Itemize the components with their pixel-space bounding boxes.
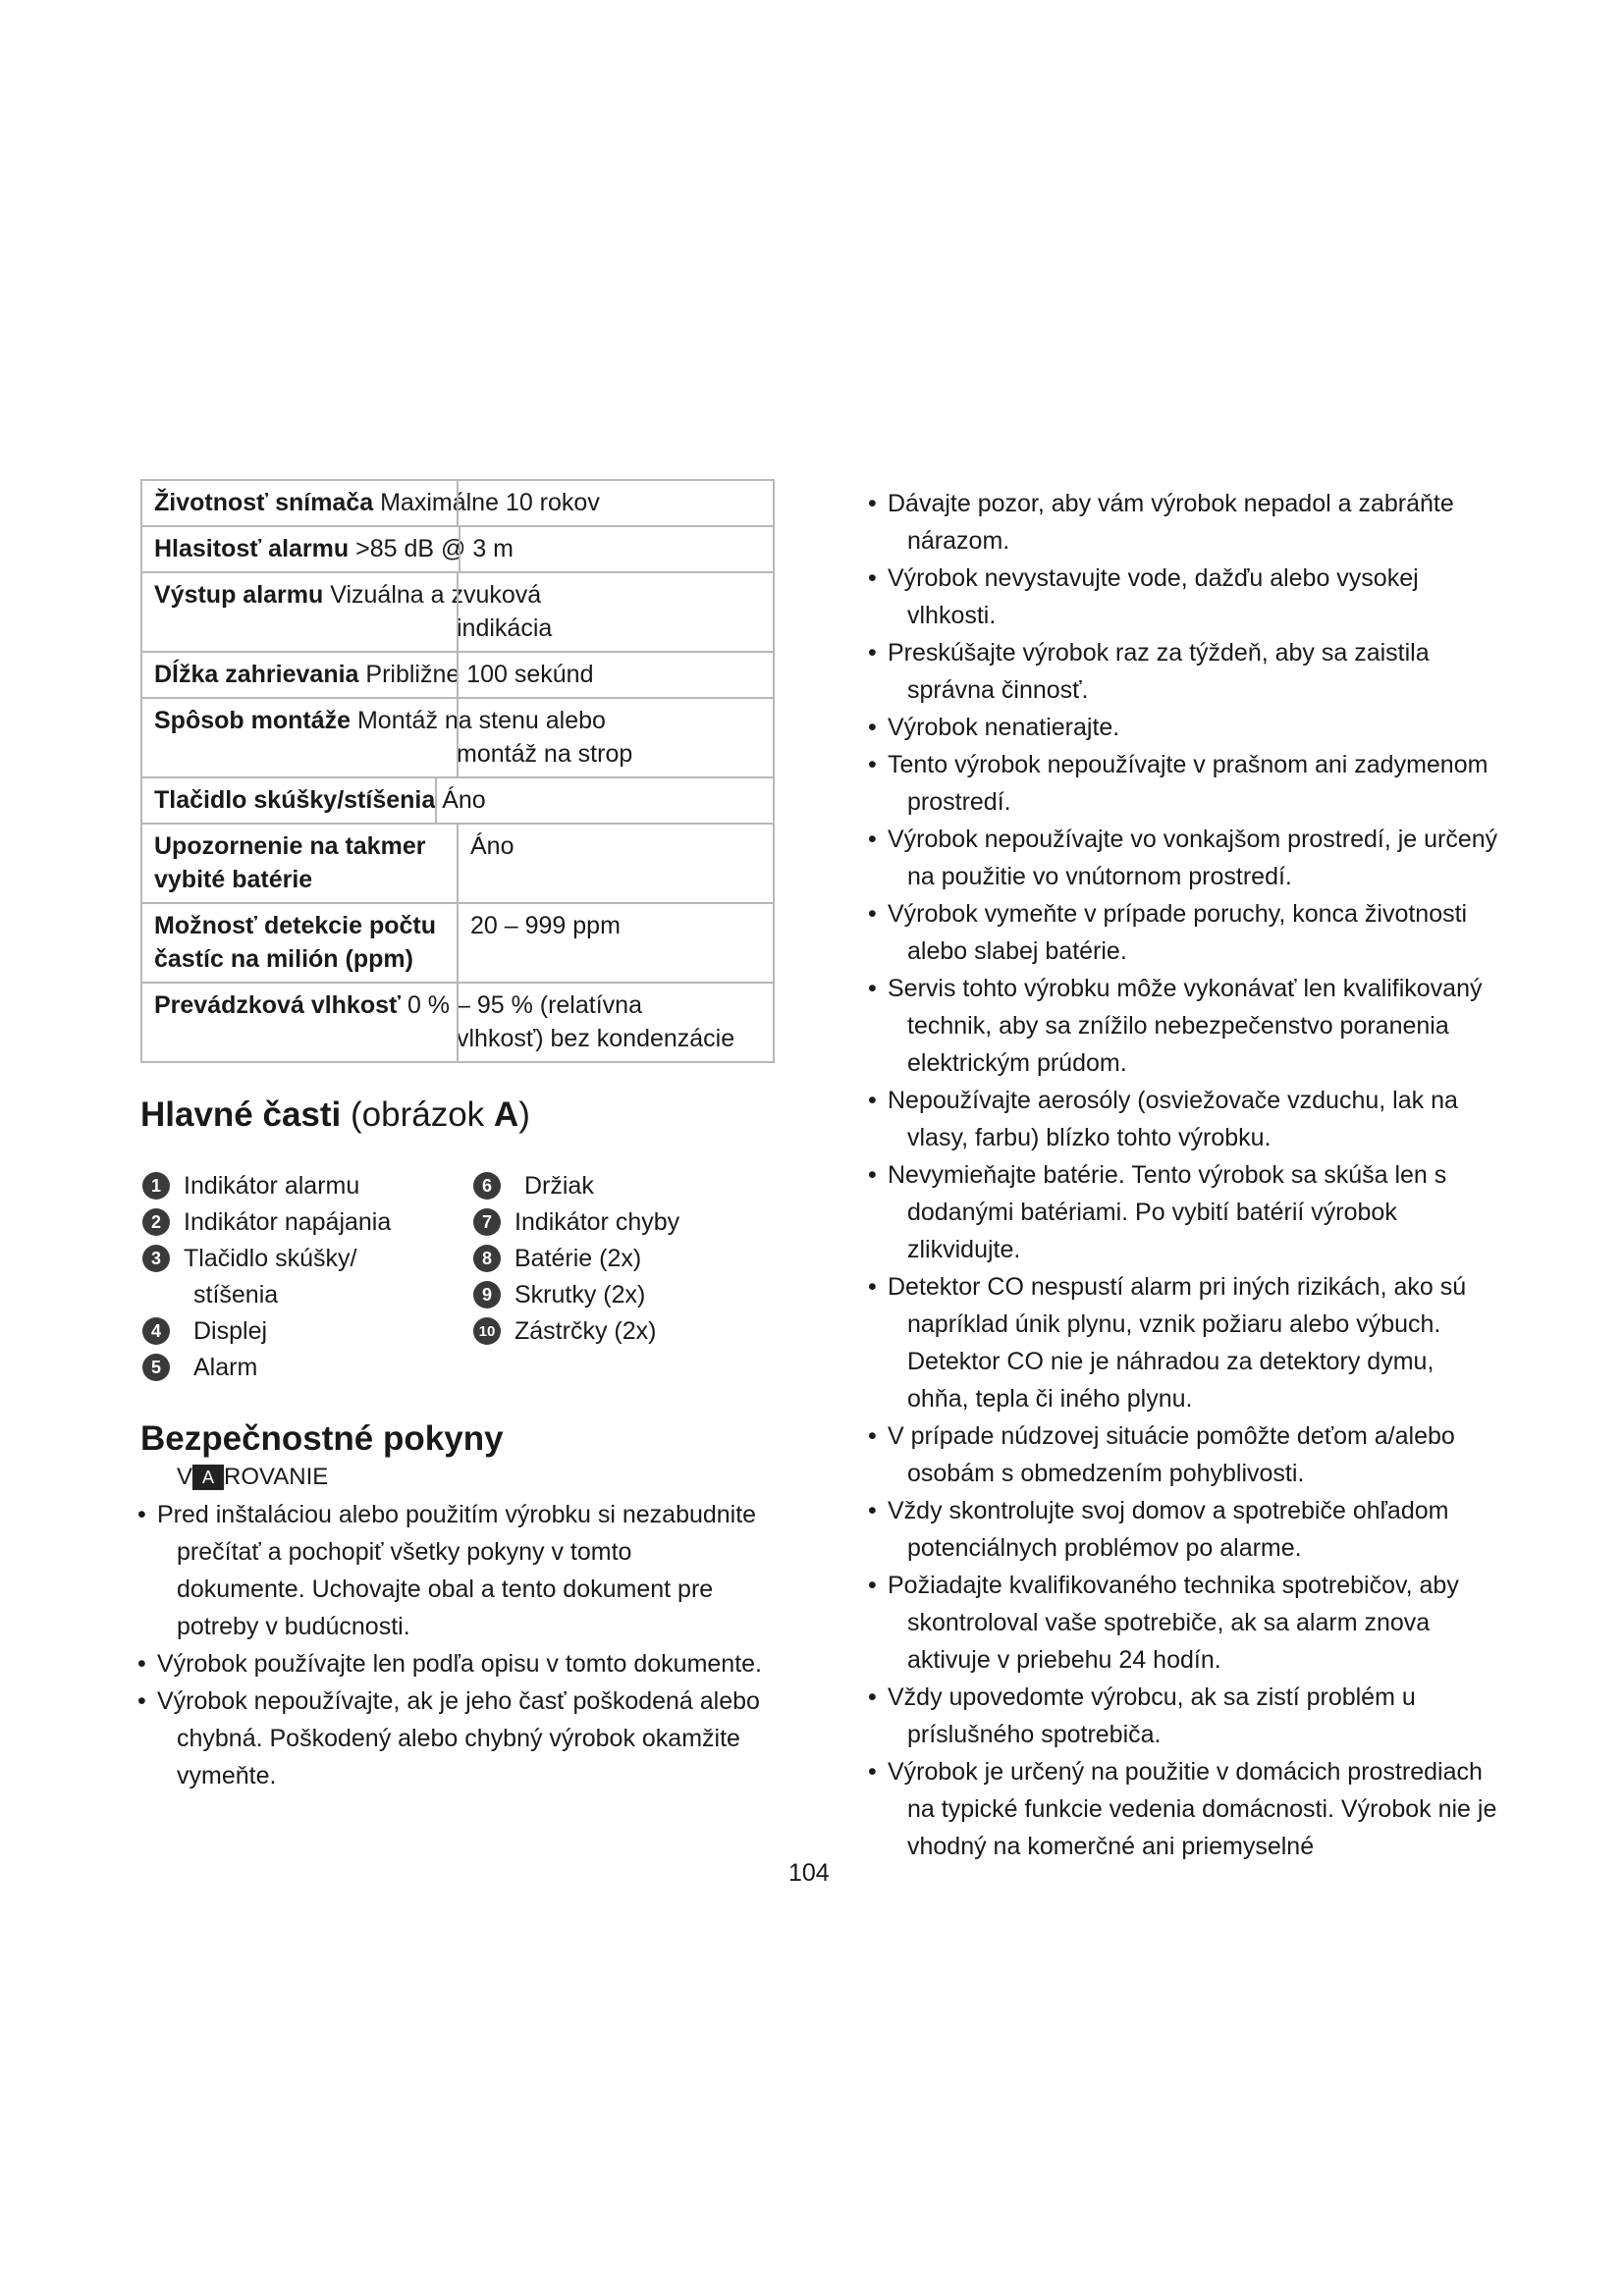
- list-item: • Výrobok nepoužívajte, ak je jeho časť poškodená alebo chybná. Poškodený alebo chybný výrobok okamžite vymeňte.: [137, 1682, 766, 1794]
- warning-triangle-icon: A: [192, 1465, 224, 1490]
- list-item: • Vždy upovedomte výrobcu, ak sa zistí problém u príslušného spotrebiča.: [868, 1679, 1501, 1753]
- spec-label: Spôsob montáže: [154, 707, 352, 734]
- list-item: • Preskúšajte výrobok raz za týždeň, aby sa zaistila správna činnosť.: [868, 634, 1501, 709]
- safety-list-right: [868, 485, 1501, 1865]
- spec-label: Možnosť detekcie počtu častíc na milión (ppm): [142, 904, 459, 982]
- number-badge-icon: 3: [142, 1245, 170, 1272]
- spec-value: Áno: [442, 786, 486, 814]
- list-item: • Vždy skontrolujte svoj domov a spotrebiče ohľadom potenciálnych problémov po alarme.: [868, 1492, 1501, 1567]
- list-item: • Nepoužívajte aerosóly (osviežovače vzduchu, lak na vlasy, farbu) blízko tohto výrobku.: [868, 1082, 1501, 1156]
- list-item: • Servis tohto výrobku môže vykonávať len kvalifikovaný technik, aby sa znížilo nebezpečenstvo poranenia elektrickým prúdom.: [868, 970, 1501, 1082]
- spec-row: [141, 572, 774, 652]
- warning-label: V A ROVANIE: [177, 1464, 329, 1490]
- list-item: • Pred inštaláciou alebo použitím výrobku si nezabudnite prečítať a pochopiť všetky pokyny v tomto dokumente. Uchovajte obal a tento dokument pre potreby v budúcnosti.: [137, 1496, 766, 1645]
- number-badge-icon: 8: [473, 1245, 501, 1272]
- number-badge-icon: 10: [473, 1317, 501, 1345]
- spec-label: Hlasitosť alarmu: [154, 535, 350, 562]
- spec-value: Vizuálna a zvuková: [330, 581, 542, 609]
- spec-row: [141, 777, 774, 824]
- list-item: • Tento výrobok nepoužívajte v prašnom ani zadymenom prostredí.: [868, 746, 1501, 821]
- spec-label: Prevádzková vlhkosť: [154, 991, 401, 1019]
- part-item: 7 Indikátor chyby: [473, 1204, 768, 1241]
- part-item: 1 Indikátor alarmu: [142, 1168, 457, 1204]
- list-item: • Dávajte pozor, aby vám výrobok nepadol a zabráňte nárazom.: [868, 485, 1501, 560]
- number-badge-icon: 9: [473, 1281, 501, 1308]
- part-item: 9 Skrutky (2x): [473, 1277, 768, 1313]
- number-badge-icon: 7: [473, 1208, 501, 1236]
- spec-label: Životnosť snímača: [154, 489, 374, 516]
- spec-value: 0 % – 95 % (relatívna: [406, 991, 642, 1019]
- spec-row: [141, 698, 774, 777]
- part-item: 3 Tlačidlo skúšky/ stíšenia: [142, 1241, 457, 1313]
- part-item: 8 Batérie (2x): [473, 1241, 768, 1277]
- part-item: 10 Zástrčky (2x): [473, 1313, 768, 1350]
- spec-label: Upozornenie na takmer vybité batérie: [142, 825, 459, 902]
- page-number: 104: [788, 1859, 830, 1887]
- spec-value-cont: vlhkosť) bez kondenzácie: [457, 1025, 735, 1052]
- spec-value: Približne 100 sekúnd: [365, 661, 594, 688]
- spec-value-cont: indikácia: [457, 614, 553, 642]
- safety-heading: Bezpečnostné pokyny: [140, 1419, 504, 1458]
- list-item: • Nevymieňajte batérie. Tento výrobok sa skúša len s dodanými batériami. Po vybití batérií výrobok zlikvidujte.: [868, 1156, 1501, 1268]
- part-item: 2 Indikátor napájania: [142, 1204, 457, 1241]
- number-badge-icon: 2: [142, 1208, 170, 1236]
- list-item: • Detektor CO nespustí alarm pri iných rizikách, ako sú napríklad únik plynu, vznik požiaru alebo výbuch. Detektor CO nie je náhradou za detektory dymu, ohňa, tepla či iného plynu.: [868, 1268, 1501, 1417]
- safety-list-left: [137, 1496, 766, 1794]
- parts-list-left: [142, 1168, 457, 1386]
- spec-label: Dĺžka zahrievania: [154, 661, 359, 688]
- list-item: • Výrobok používajte len podľa opisu v tomto dokumente.: [137, 1645, 766, 1682]
- number-badge-icon: 5: [142, 1354, 170, 1381]
- part-item: 6 Držiak: [473, 1168, 768, 1204]
- spec-label: Výstup alarmu: [154, 581, 324, 609]
- list-item: • Výrobok nenatierajte.: [868, 709, 1501, 746]
- list-item: • V prípade núdzovej situácie pomôžte deťom a/alebo osobám s obmedzením pohyblivosti.: [868, 1417, 1501, 1492]
- parts-list-right: [473, 1168, 768, 1350]
- part-item: 4 Displej: [142, 1313, 457, 1350]
- list-item: • Výrobok vymeňte v prípade poruchy, konca životnosti alebo slabej batérie.: [868, 895, 1501, 970]
- spec-row: [141, 652, 774, 698]
- list-item: • Výrobok je určený na použitie v domácich prostrediach na typické funkcie vedenia domácnosti. Výrobok nie je vhodný na komerčné ani priemyselné: [868, 1753, 1501, 1865]
- spec-row: [141, 903, 774, 983]
- spec-row: [141, 526, 774, 572]
- list-item: • Výrobok nevystavujte vode, dažďu alebo vysokej vlhkosti.: [868, 560, 1501, 634]
- list-item: • Výrobok nepoužívajte vo vonkajšom prostredí, je určený na použitie vo vnútornom prostredí.: [868, 821, 1501, 895]
- spec-table: [140, 479, 775, 1063]
- part-item: 5 Alarm: [142, 1350, 457, 1386]
- number-badge-icon: 6: [473, 1172, 501, 1200]
- number-badge-icon: 4: [142, 1317, 170, 1345]
- list-item: • Požiadajte kvalifikovaného technika spotrebičov, aby skontroloval vaše spotrebiče, ak sa alarm znova aktivuje v priebehu 24 hodín.: [868, 1567, 1501, 1679]
- spec-row: [141, 983, 774, 1062]
- spec-row: [141, 824, 774, 903]
- spec-value: Maximálne 10 rokov: [380, 489, 600, 516]
- spec-value-cont: montáž na strop: [457, 740, 633, 768]
- number-badge-icon: 1: [142, 1172, 170, 1200]
- spec-label: Tlačidlo skúšky/stíšenia: [154, 786, 436, 814]
- parts-heading: Hlavné časti (obrázok A): [140, 1095, 530, 1134]
- spec-value: Montáž na stenu alebo: [356, 707, 606, 734]
- spec-row: [141, 480, 774, 526]
- spec-value: >85 dB @ 3 m: [355, 535, 514, 562]
- spec-value: 20 – 999 ppm: [470, 912, 621, 939]
- spec-value: Áno: [470, 832, 514, 860]
